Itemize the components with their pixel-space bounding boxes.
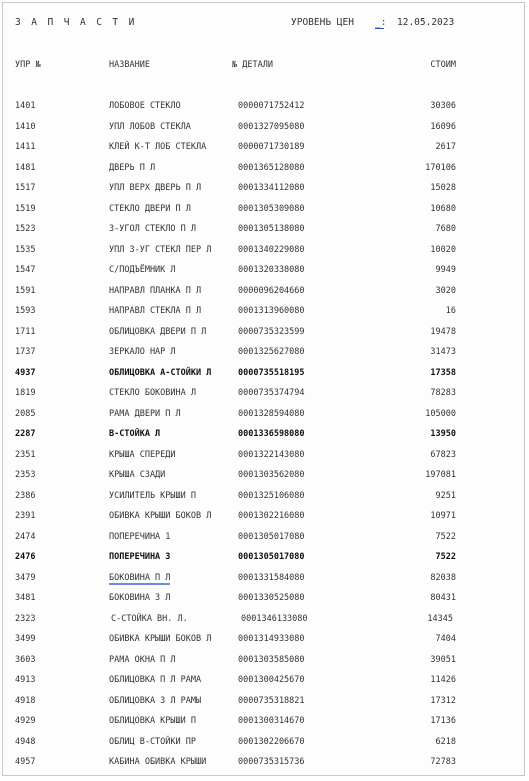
row-cost: 39051 [430, 654, 456, 665]
column-header-name: НАЗВАНИЕ [109, 60, 150, 70]
table-row[interactable] [3, 406, 524, 427]
table-row[interactable] [3, 180, 524, 201]
row-part-name: С-СТОЙКА ВН. Л. [111, 613, 188, 624]
row-cost: 78283 [430, 388, 456, 398]
row-cost: 9251 [435, 490, 456, 501]
row-part-name: НАПРАВЛ СТЕКЛА П Л [109, 306, 202, 316]
row-part-name: ОБИВКА КРЫШИ БОКОВ Л [109, 634, 212, 644]
row-cost: 10680 [430, 203, 456, 214]
row-part-number: 0000071730189 [238, 142, 305, 152]
row-part-number: 0000735323599 [238, 326, 305, 337]
table-row[interactable] [3, 693, 524, 714]
table-row[interactable] [3, 611, 524, 632]
row-part-number: 0001305138080 [238, 224, 305, 234]
row-upr-number: 1547 [15, 265, 36, 275]
table-row[interactable] [3, 119, 524, 140]
table-row[interactable] [3, 98, 524, 119]
row-part-name: ОБЛИЦОВКА З Л РАМЫ [109, 695, 202, 706]
row-upr-number: 2353 [15, 470, 36, 480]
row-upr-number: 1519 [15, 203, 36, 214]
row-cost: 82038 [430, 572, 456, 583]
row-cost: 10971 [430, 511, 456, 521]
row-cost: 80431 [430, 593, 456, 603]
row-part-number: 0001320338080 [238, 265, 305, 275]
row-part-name: КРЫША СПЕРЕДИ [109, 449, 176, 460]
row-part-number: 0001305017080 [238, 552, 305, 562]
row-part-number: 0001365128080 [238, 162, 305, 173]
row-part-number: 0001340229080 [238, 244, 305, 255]
row-cost: 30306 [430, 101, 456, 111]
row-part-number: 0001328594080 [238, 408, 305, 419]
table-row[interactable] [3, 385, 524, 406]
row-part-number: 0001303585080 [238, 654, 305, 665]
row-part-name: КЛЕЙ К-Т ЛОБ СТЕКЛА [109, 142, 207, 152]
row-cost: 3020 [435, 285, 456, 296]
row-upr-number: 1535 [15, 244, 36, 255]
row-upr-number: 2476 [15, 552, 36, 562]
row-part-name: ЛОБОВОЕ СТЕКЛО [109, 101, 181, 111]
row-cost: 7522 [435, 531, 456, 542]
row-cost: 17136 [430, 716, 456, 726]
row-cost: 17358 [430, 367, 456, 378]
row-cost: 72783 [430, 757, 456, 767]
table-row[interactable] [3, 590, 524, 611]
table-row[interactable] [3, 549, 524, 570]
row-part-number: 0001305309080 [238, 203, 305, 214]
row-cost: 7522 [435, 552, 456, 562]
row-cost: 16 [445, 306, 456, 316]
row-part-name: ОБИВКА КРЫШИ БОКОВ Л [109, 511, 212, 521]
row-part-name: С/ПОДЪЁМНИК Л [109, 265, 176, 275]
row-part-number: 0001336598080 [238, 429, 305, 439]
row-upr-number: 4937 [15, 367, 36, 378]
row-part-number: 0001334112080 [238, 183, 305, 193]
table-row[interactable] [3, 529, 524, 550]
table-row[interactable] [3, 344, 524, 365]
row-part-number: 0001331584080 [238, 572, 305, 583]
row-upr-number: 2474 [15, 531, 36, 542]
row-part-name: НАПРАВЛ ПЛАНКА П Л [109, 285, 202, 296]
row-part-name: РАМА ДВЕРИ П Л [109, 408, 181, 419]
row-upr-number: 1481 [15, 162, 36, 173]
table-row[interactable] [3, 160, 524, 181]
row-part-name: СТЕКЛО БОКОВИНА Л [109, 388, 196, 398]
table-row[interactable] [3, 713, 524, 734]
row-upr-number: 1593 [15, 306, 36, 316]
row-part-name: РАМА ОКНА П Л [109, 654, 176, 665]
row-cost: 15028 [430, 183, 456, 193]
row-part-number: 0001314933080 [238, 634, 305, 644]
table-row[interactable] [3, 201, 524, 222]
parts-table-body [3, 98, 524, 775]
row-part-name: КРЫША СЗАДИ [109, 470, 166, 480]
row-cost: 13950 [430, 429, 456, 439]
table-row[interactable] [3, 365, 524, 386]
price-level-date: 12.05.2023 [397, 17, 455, 28]
table-row[interactable] [3, 426, 524, 447]
row-part-name: ОБЛИЦОВКА А-СТОЙКИ Л [109, 367, 212, 378]
row-part-name: БОКОВИНА П Л [109, 572, 171, 583]
row-part-number: 0001325627080 [238, 347, 305, 357]
row-upr-number: 1819 [15, 388, 36, 398]
column-header-part-number: № ДЕТАЛИ [232, 60, 273, 70]
row-upr-number: 1711 [15, 326, 36, 337]
table-row[interactable] [3, 672, 524, 693]
row-upr-number: 1410 [15, 121, 36, 132]
row-part-name: В-СТОЙКА Л [109, 429, 161, 439]
row-upr-number: 3479 [15, 572, 36, 583]
row-part-number: 0000735318821 [238, 695, 305, 706]
table-row[interactable] [3, 221, 524, 242]
row-cost: 197081 [425, 470, 456, 480]
row-part-number: 0001302216080 [238, 511, 305, 521]
row-part-name: ПОПЕРЕЧИНА 3 [109, 552, 171, 562]
row-part-name: БОКОВИНА З Л [109, 593, 171, 603]
row-upr-number: 3499 [15, 634, 36, 644]
table-row[interactable] [3, 734, 524, 755]
row-upr-number: 1411 [15, 142, 36, 152]
row-cost: 67823 [430, 449, 456, 460]
column-header-upr: УПР № [15, 60, 41, 70]
row-part-name: КАБИНА ОБИВКА КРЫШИ [109, 757, 207, 767]
row-upr-number: 3481 [15, 593, 36, 603]
row-upr-number: 1401 [15, 101, 36, 111]
table-row[interactable] [3, 139, 524, 160]
table-row[interactable] [3, 570, 524, 591]
row-cost: 14345 [427, 613, 453, 624]
row-upr-number: 2287 [15, 429, 36, 439]
row-upr-number: 1523 [15, 224, 36, 234]
parts-list-window [2, 2, 525, 776]
row-part-name: УПЛ ВЕРХ ДВЕРЬ П Л [109, 183, 202, 193]
row-cost: 170106 [425, 162, 456, 173]
price-level-label: УРОВЕНЬ ЦЕН [291, 17, 354, 28]
row-upr-number: 4918 [15, 695, 36, 706]
row-part-number: 0001305017080 [238, 531, 305, 542]
row-upr-number: 1517 [15, 183, 36, 193]
row-cost: 19478 [430, 326, 456, 337]
table-row[interactable] [3, 467, 524, 488]
row-cost: 10020 [430, 244, 456, 255]
column-header-cost: СТОИМ [430, 60, 456, 70]
screen-title: З А П Ч А С Т И [15, 17, 137, 28]
row-part-number: 0001322143080 [238, 449, 305, 460]
row-cost: 16096 [430, 121, 456, 132]
row-upr-number: 3603 [15, 654, 36, 665]
row-part-number: 0000071752412 [238, 101, 305, 111]
row-cost: 7680 [435, 224, 456, 234]
row-part-number: 0000735518195 [238, 367, 305, 378]
row-upr-number: 2391 [15, 511, 36, 521]
row-part-number: 0001346133080 [241, 613, 308, 624]
row-part-number: 0000735315736 [238, 757, 305, 767]
row-cost: 11426 [430, 675, 456, 685]
row-part-number: 0001325106080 [238, 490, 305, 501]
table-row[interactable] [3, 508, 524, 529]
row-part-number: 0001330525080 [238, 593, 305, 603]
row-cost: 2617 [435, 142, 456, 152]
row-part-number: 0001300314670 [238, 716, 305, 726]
table-row[interactable] [3, 754, 524, 775]
row-part-name: ДВЕРЬ П Л [109, 162, 156, 173]
table-row[interactable] [3, 488, 524, 509]
table-row[interactable] [3, 262, 524, 283]
table-row[interactable] [3, 447, 524, 468]
row-cost: 105000 [425, 408, 456, 419]
row-part-number: 0001313960080 [238, 306, 305, 316]
row-upr-number: 4913 [15, 675, 36, 685]
row-part-name: ОБЛИЦ В-СТОЙКИ ПР [109, 736, 196, 747]
row-cost: 9949 [435, 265, 456, 275]
row-upr-number: 4929 [15, 716, 36, 726]
row-upr-number: 2323 [15, 613, 36, 624]
row-upr-number: 4957 [15, 757, 36, 767]
table-row[interactable] [3, 242, 524, 263]
row-cost: 7404 [435, 634, 456, 644]
row-part-name: 3-УГОЛ СТЕКЛО П Л [109, 224, 196, 234]
row-part-name: ОБЛИЦОВКА П Л РАМА [109, 675, 202, 685]
row-part-number: 0000096204660 [238, 285, 305, 296]
row-upr-number: 1591 [15, 285, 36, 296]
row-part-number: 0001300425670 [238, 675, 305, 685]
row-upr-number: 2386 [15, 490, 36, 501]
row-part-name: ОБЛИЦОВКА ДВЕРИ П Л [109, 326, 207, 337]
row-upr-number: 2351 [15, 449, 36, 460]
row-part-name: УПЛ ЛОБОВ СТЕКЛА [109, 121, 191, 132]
table-row[interactable] [3, 303, 524, 324]
row-part-number: 0000735374794 [238, 388, 305, 398]
row-part-number: 0001303562080 [238, 470, 305, 480]
table-row[interactable] [3, 631, 524, 652]
table-row[interactable] [3, 652, 524, 673]
table-row[interactable] [3, 324, 524, 345]
row-upr-number: 4948 [15, 736, 36, 747]
row-part-number: 0001327095080 [238, 121, 305, 132]
row-part-name: ОБЛИЦОВКА КРЫШИ П [109, 716, 196, 726]
row-part-name: ПОПЕРЕЧИНА 1 [109, 531, 171, 542]
row-cost: 31473 [430, 347, 456, 357]
row-upr-number: 1737 [15, 347, 36, 357]
row-part-name: ЗЕРКАЛО НАР Л [109, 347, 176, 357]
row-part-name: УСИЛИТЕЛЬ КРЫШИ П [109, 490, 196, 501]
table-row[interactable] [3, 283, 524, 304]
row-upr-number: 2085 [15, 408, 36, 419]
row-part-name: УПЛ 3-УГ СТЕКЛ ПЕР Л [109, 244, 212, 255]
row-part-number: 0001302206670 [238, 736, 305, 747]
row-part-name: СТЕКЛО ДВЕРИ П Л [109, 203, 191, 214]
row-cost: 6218 [435, 736, 456, 747]
price-level-input-cursor[interactable]: _: [375, 17, 387, 28]
row-cost: 17312 [430, 695, 456, 706]
